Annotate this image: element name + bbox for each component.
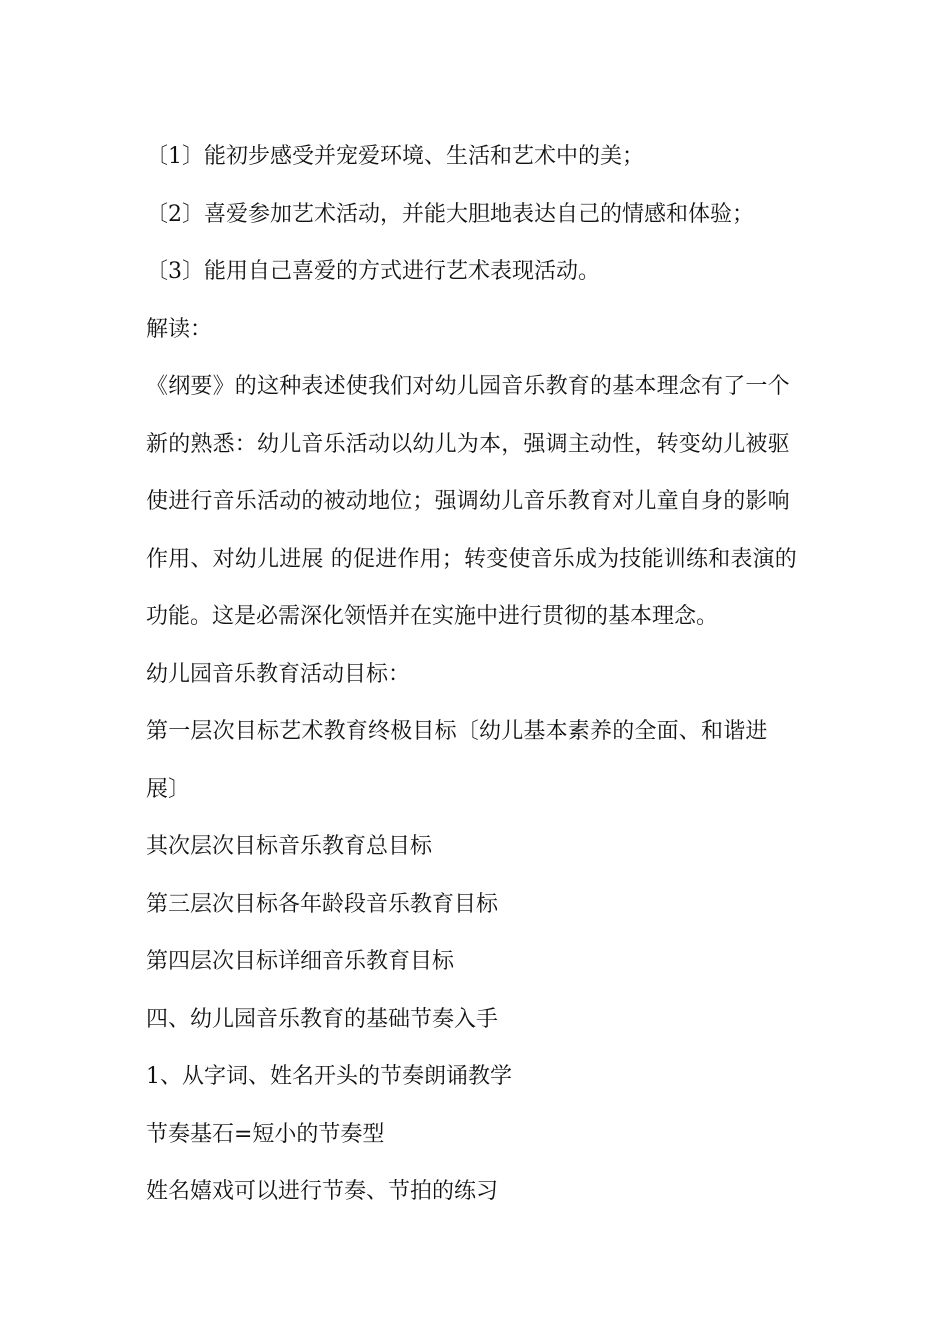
section-heading-rhythm: 四、幼儿园音乐教育的基础节奏入手	[146, 1006, 499, 1032]
paragraph-line: 《纲要》的这种表述使我们对幼儿园音乐教育的基本理念有了一个	[146, 374, 790, 399]
goal-level-4: 第四层次目标详细音乐教育目标	[146, 949, 455, 974]
goal-item-1: 〔1〕能初步感受并宠爱环境、生活和艺术中的美；	[146, 144, 644, 169]
interpretation-heading: 解读：	[146, 316, 213, 342]
goal-level-1: 第一层次目标艺术教育终极目标〔幼儿基本素养的全面、和谐进	[146, 719, 768, 744]
list-item: 姓名嬉戏可以进行节奏、节拍的练习	[146, 1179, 499, 1204]
paragraph-line: 使进行音乐活动的被动地位；强调幼儿音乐教育对儿童自身的影响	[146, 489, 790, 514]
paragraph-line: 作用、对幼儿进展 的促进作用；转变使音乐成为技能训练和表演的	[146, 546, 797, 572]
goal-level-2: 其次层次目标音乐教育总目标	[146, 834, 433, 859]
document-body	[146, 128, 814, 1221]
paragraph-line: 新的熟悉：幼儿音乐活动以幼儿为本，强调主动性，转变幼儿被驱	[146, 431, 790, 457]
goal-item-2: 〔2〕喜爱参加艺术活动，并能大胆地表达自己的情感和体验；	[146, 201, 754, 227]
paragraph-line: 功能。这是必需深化领悟并在实施中进行贯彻的基本理念。	[146, 604, 719, 629]
goal-level-1-continued: 展〕	[146, 776, 191, 802]
goal-item-3: 〔3〕能用自己喜爱的方式进行艺术表现活动。	[146, 259, 600, 284]
list-item: 1、从字词、姓名开头的节奏朗诵教学	[146, 1064, 512, 1089]
list-item: 节奏基石=短小的节奏型	[146, 1121, 385, 1147]
section-heading-goals: 幼儿园音乐教育活动目标：	[146, 661, 411, 687]
goal-level-3: 第三层次目标各年龄段音乐教育目标	[146, 891, 499, 917]
